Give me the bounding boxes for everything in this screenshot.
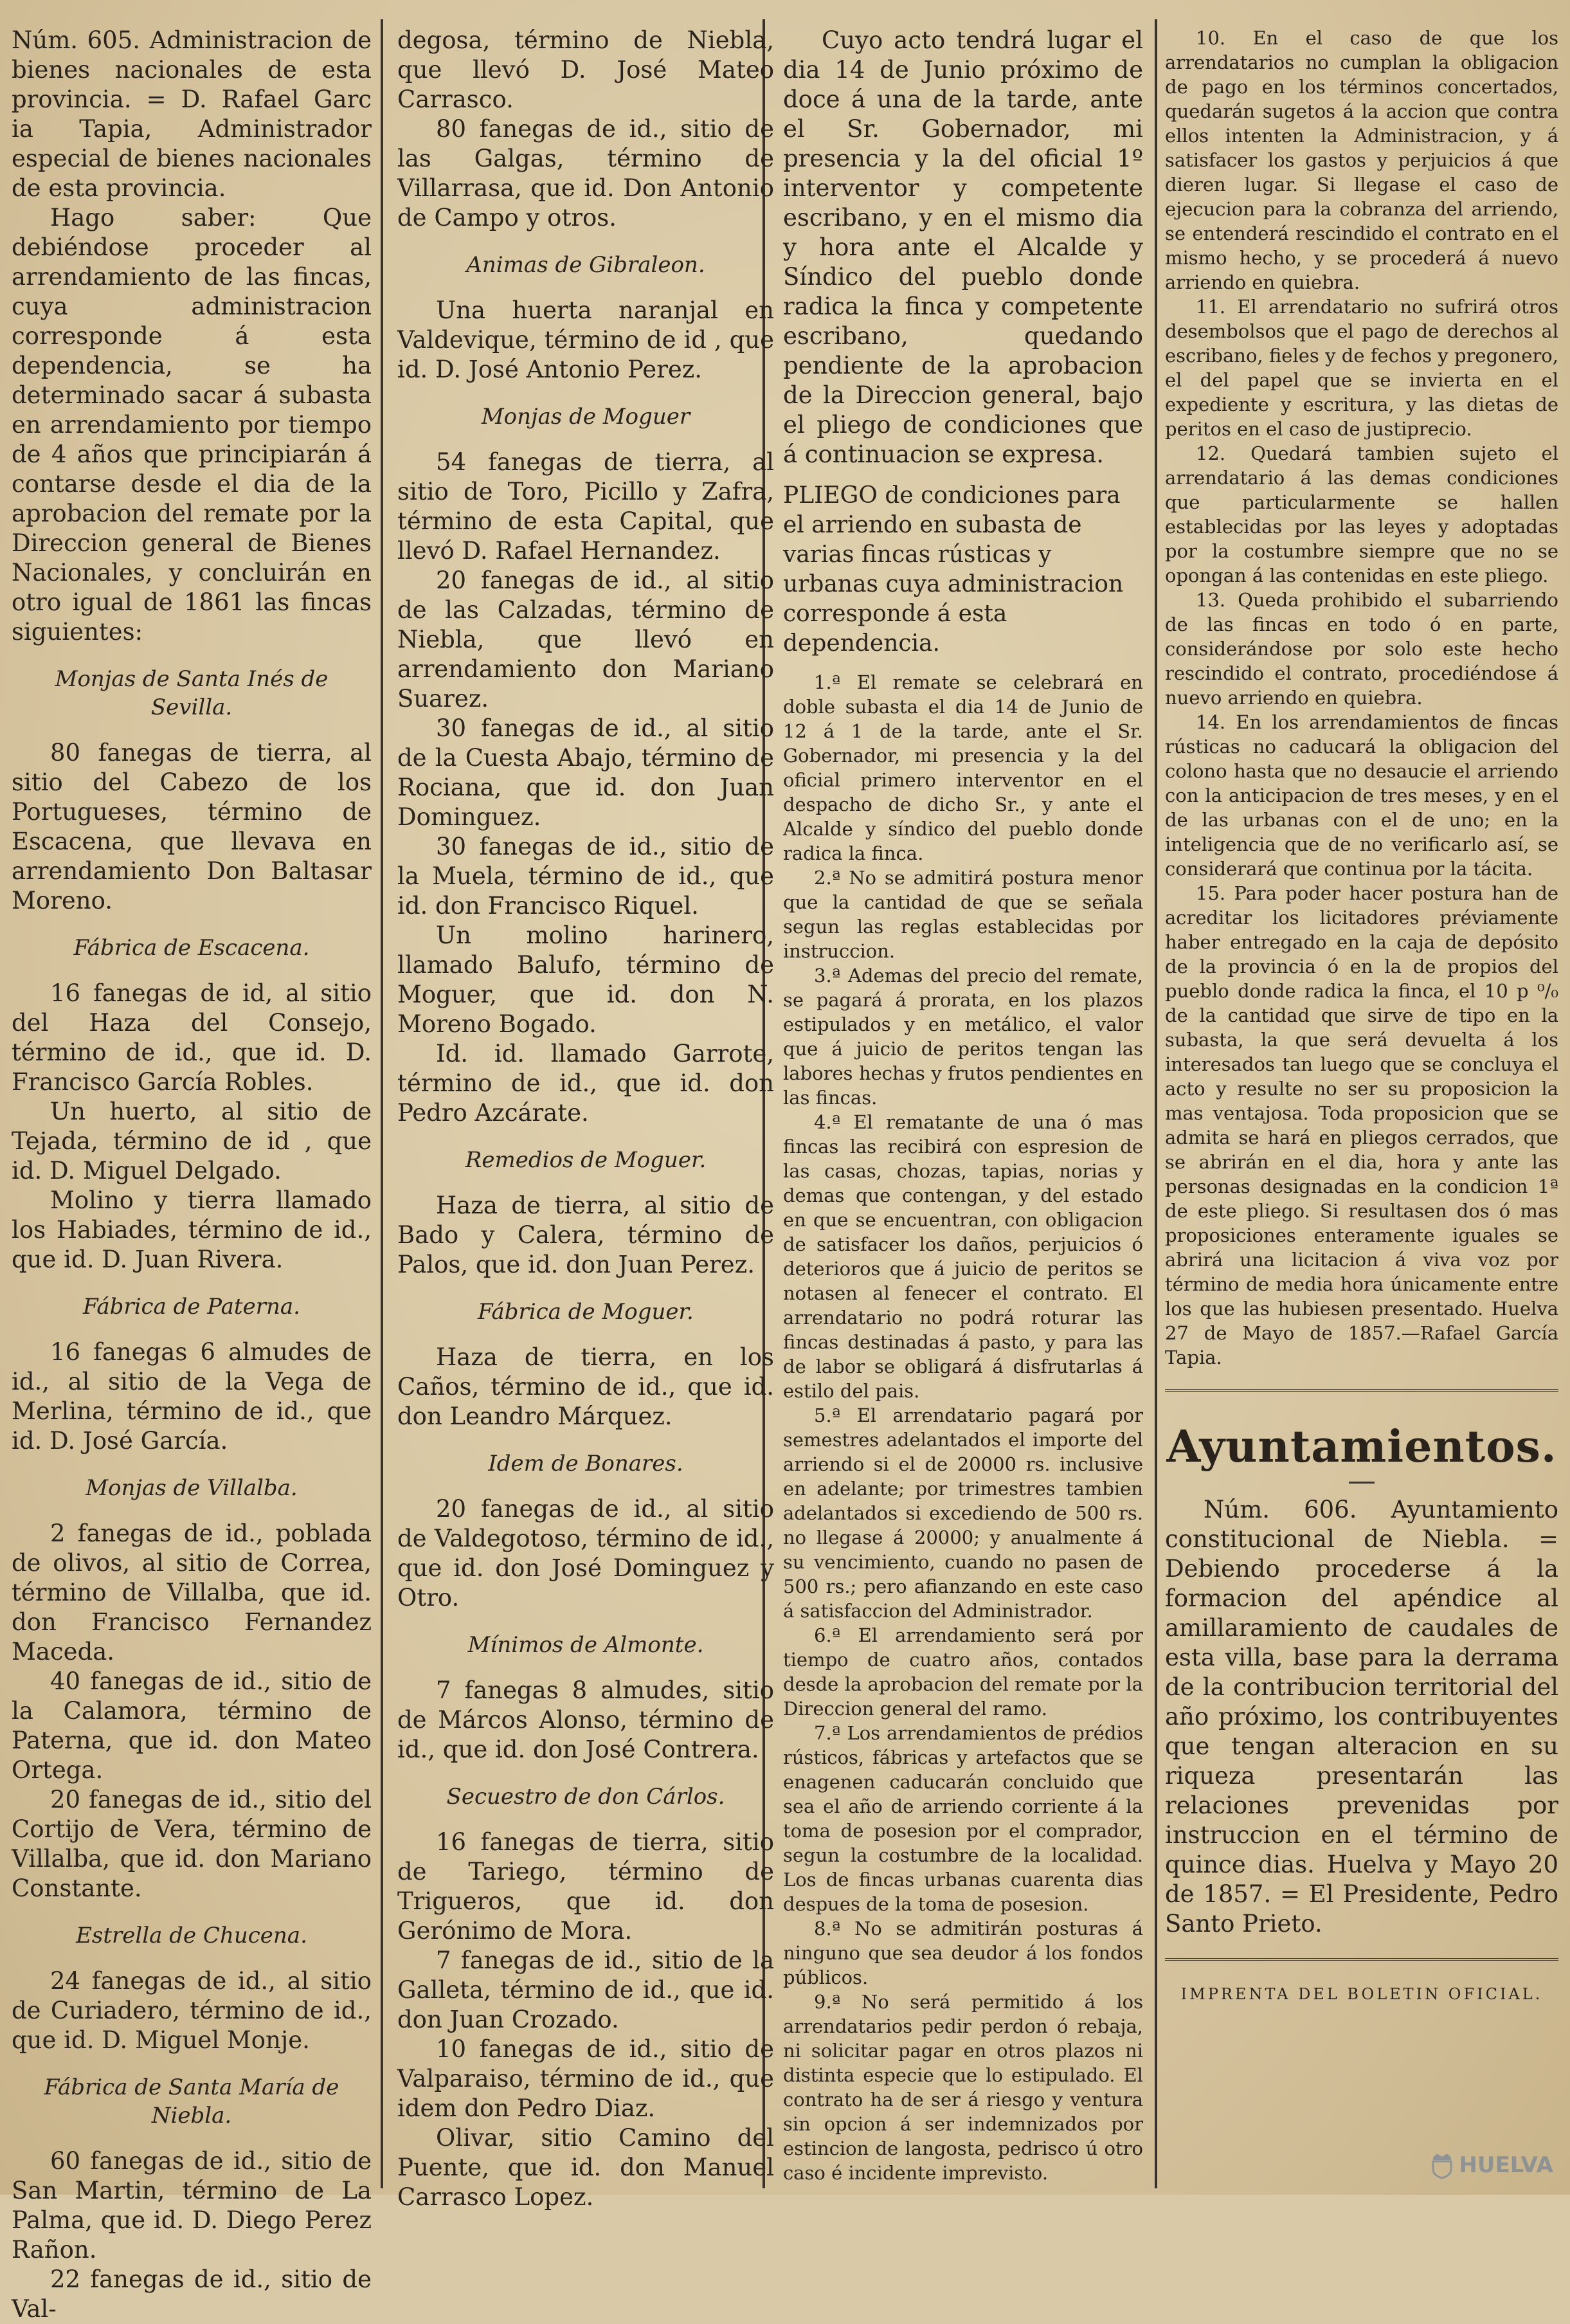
paragraph: Olivar, sitio Camino del Puente, que id. don Manuel Carrasco Lopez. (397, 2124, 774, 2211)
section-heading: Fábrica de Santa María de Niebla. (44, 2074, 339, 2129)
column-2 (397, 26, 774, 2211)
paragraph: 20 fanegas de id., al sitio de las Calzadas, término de Niebla, que llevó en arrendamiento don Mariano Suarez. (397, 567, 774, 713)
paragraph: Un huerto, al sitio de Tejada, término de id , que id. D. Miguel Delgado. (12, 1098, 372, 1185)
crown-shield-icon (1429, 2151, 1455, 2179)
section-heading: Idem de Bonares. (488, 1451, 683, 1476)
section-heading: Monjas de Moguer (481, 404, 690, 430)
condition-paragraph: 5.ª El arrendatario pagará por semestres adelantados el importe del arriendo si el de 20000 rs. inclusive en adelante; por trimestres tambien adelantados si excediendo de 500 rs. no llegase á 20000; y anualmente á su vencimiento, cuando no pasen de 500 rs.; pero afianzando en este caso á satisfaccion del Administrador. (783, 1404, 1143, 1622)
paragraph: 30 fanegas de id., al sitio de la Cuesta Abajo, término de Rociana, que id. don Juan Dominguez. (397, 714, 774, 831)
section-heading: Fábrica de Escacena. (73, 935, 310, 961)
condition-paragraph: 10. En el caso de que los arrendatarios no cumplan la obligacion de pago en los términos concertados, quedarán sugetos á la accion que contra ellos intenten la Administracion, y á satisfacer los gastos y perjuicios á que dieren lugar. Si llegase el caso de ejecucion para la cobranza del arriendo, se entenderá rescindido el contrato en el mismo hecho, y se procederá á nuevo arriendo en quiebra. (1165, 27, 1558, 293)
section-heading: Animas de Gibraleon. (466, 252, 705, 278)
condition-paragraph: 7.ª Los arrendamientos de prédios rústicos, fábricas y artefactos que se enagenen caducarán concluido que sea el año de arriendo corriente á la toma de posesion por el comprador, segun la costumbre de la localidad. Los de fincas urbanas cuarenta dias despues de la toma de posesion. (783, 1722, 1143, 1915)
condition-paragraph: 3.ª Ademas del precio del remate, se pagará á prorata, en los plazos estipulados y en metálico, el valor que á juicio de peritos tengan las labores hechas y frutos pendientes en las fincas. (783, 965, 1143, 1109)
paragraph: 22 fanegas de id., sitio de Val- (12, 2265, 372, 2323)
condition-paragraph: 15. Para poder hacer postura han de acreditar los licitadores préviamente haber entregado en la caja de depósito de la provincia ó en la de propios del pueblo donde radica la finca, el 10 p ⁰/₀ de la cantidad que sirve de tipo en la subasta, la que será devuelta á los interesados tan luego que se concluya el acto y resulte no ser su proposicion la mas ventajosa. Toda proposicion que se admita se hará en pliegos cerrados, que se abrirán en el dia, hora y ante las personas designadas en la condicion 1ª de este pliego. Si resultasen dos ó mas proposiciones enteramente iguales se abrirá una licitacion á viva voz por término de media hora únicamente entre los que las hubiesen presentado. Huelva 27 de Mayo de 1857.—Rafael García Tapia. (1165, 882, 1558, 1368)
paragraph: Núm. 605. Administracion de bienes nacionales de esta provincia. = D. Rafael Garc ia Tapia, Administrador especial de bienes nacionales de esta provincia. (12, 26, 372, 202)
paragraph: Cuyo acto tendrá lugar el dia 14 de Junio próximo de doce á una de la tarde, ante el Sr. Gobernador, mi presencia y la del oficial 1º interventor y competente escribano, y en el mismo dia y hora ante el Alcalde y Síndico del pueblo donde radica la finca y competente escribano, quedando pendiente de la aprobacion de la Direccion general, bajo el pliego de condiciones que á continuacion se expresa. (783, 26, 1143, 468)
section-heading: Secuestro de don Cárlos. (446, 1784, 725, 1810)
paragraph: 16 fanegas 6 almudes de id., al sitio de la Vega de Merlina, término de id., que id. D. José García. (12, 1338, 372, 1455)
column-3 (783, 26, 1143, 2182)
paragraph: 16 fanegas de id, al sitio del Haza del Consejo, término de id., que id. D. Francisco García Robles. (12, 979, 372, 1096)
paragraph: Haza de tierra, al sitio de Bado y Calera, término de Palos, que id. don Juan Perez. (397, 1192, 774, 1278)
paragraph: 60 fanegas de id., sitio de San Martin, término de La Palma, que id. D. Diego Perez Rañon. (12, 2147, 372, 2264)
paragraph: 54 fanegas de tierra, al sitio de Toro, Picillo y Zafra, término de esta Capital, que llevó D. Rafael Hernandez. (397, 448, 774, 565)
column-4 (1165, 26, 1558, 2182)
paragraph: Molino y tierra llamado los Habiades, término de id., que id. D. Juan Rivera. (12, 1186, 372, 1273)
section-heading: Monjas de Villalba. (86, 1475, 298, 1501)
section-heading: Fábrica de Moguer. (478, 1299, 694, 1325)
condition-paragraph: 11. El arrendatario no sufrirá otros desembolsos que el pago de derechos al escribano, fieles y de fechos y pregonero, el del papel que se invierta en el expediente y escritura, y las dietas de peritos en el caso de justiprecio. (1165, 296, 1558, 440)
condition-paragraph: 4.ª El rematante de una ó mas fincas las recibirá con espresion de las casas, chozas, tapias, norias y demas que contengan, y del estado en que se encuentran, con obligacion de satisfacer los daños, perjuicios ó deterioros que á juicio de peritos se notasen al fenecer el contrato. El arrendatario no podrá roturar las fincas destinadas á pasto, y para las de labor se obligará á disfrutarlas á estilo del pais. (783, 1111, 1143, 1402)
column-rule (381, 19, 383, 2188)
section-heading: Monjas de Santa Inés de Sevilla. (55, 666, 329, 720)
section-heading: Estrella de Chucena. (76, 1923, 307, 1948)
paragraph: 16 fanegas de tierra, sitio de Tariego, término de Trigueros, que id. don Gerónimo de Mora. (397, 1828, 774, 1945)
paragraph: 24 fanegas de id., al sitio de Curiadero, término de id., que id. D. Miguel Monje. (12, 1967, 372, 2054)
paragraph: 80 fanegas de tierra, al sitio del Cabezo de los Portugueses, término de Escacena, que llevava en arrendamiento Don Baltasar Moreno. (12, 739, 372, 914)
condition-paragraph: 1.ª El remate se celebrará en doble subasta el dia 14 de Junio de 12 á 1 de la tarde, ante el Sr. Gobernador, mi presencia y la del oficial primero interventor en el despacho de dicho Sr., y ante el Alcalde y síndico del pueblo donde radica la finca. (783, 671, 1143, 864)
paragraph: 40 fanegas de id., sitio de la Calamora, término de Paterna, que id. don Mateo Ortega. (12, 1667, 372, 1784)
condition-paragraph: 6.ª El arrendamiento será por tiempo de cuatro años, contados desde la aprobacion del remate por la Direccion general del ramo. (783, 1624, 1143, 1720)
watermark-text: HUELVA (1459, 2152, 1553, 2178)
section-heading: Remedios de Moguer. (465, 1147, 707, 1173)
paragraph: Una huerta naranjal en Valdevique, término de id , que id. D. José Antonio Perez. (397, 296, 774, 383)
condition-paragraph: 8.ª No se admitirán posturas á ninguno que sea deudor á los fondos públicos. (783, 1918, 1143, 1988)
condition-paragraph: 12. Quedará tambien sujeto el arrendatario á las demas condiciones que particularmente se hallen establecidas por las leyes y adoptadas por la costumbre siempre que no se opongan á las contenidas en este pliego. (1165, 442, 1558, 586)
paragraph: Id. id. llamado Garrote, término de id., que id. don Pedro Azcárate. (397, 1040, 774, 1127)
paragraph: Hago saber: Que debiéndose proceder al arrendamiento de las fincas, cuya administracion corresponde á esta dependencia, se ha determinado sacar á subasta en arrendamiento por tiempo de 4 años que principiarán á contarse desde el dia de la aprobacion del remate por la Direccion general de Bienes Nacionales, y concluirán en otro igual de 1861 las fincas siguientes: (12, 204, 372, 646)
watermark-logo (1429, 2151, 1553, 2179)
paragraph: 80 fanegas de id., sitio de las Galgas, término de Villarrasa, que id. Don Antonio de Campo y otros. (397, 115, 774, 231)
condition-paragraph: 13. Queda prohibido el subarriendo de las fincas en todo ó en parte, considerándose por solo este hecho rescindido el contrato, procediéndose á nuevo arriendo en quiebra. (1165, 589, 1558, 709)
section-heading: Mínimos de Almonte. (467, 1632, 704, 1658)
condition-paragraph: 14. En los arrendamientos de fincas rústicas no caducará la obligacion del colono hasta que no desaucie el arriendo con la anticipacion de tres meses, y en el de las urbanas con el de uno; en la inteligencia que de no verificarlo así, se considerará que continua por la tácita. (1165, 711, 1558, 880)
paragraph: 7 fanegas 8 almudes, sitio de Márcos Alonso, término de id., que id. don José Contrera. (397, 1676, 774, 1763)
printer-imprint: IMPRENTA DEL BOLETIN OFICIAL. (1180, 1985, 1543, 2003)
section-title: Ayuntamientos. (1166, 1421, 1557, 1473)
short-dash (1349, 1482, 1375, 1484)
separator-rule (1165, 1958, 1558, 1965)
column-rule (1155, 19, 1157, 2188)
paragraph: 20 fanegas de id., sitio del Cortijo de Vera, término de Villalba, que id. don Mariano Constante. (12, 1786, 372, 1902)
paragraph: Haza de tierra, en los Caños, término de id., que id. don Leandro Márquez. (397, 1343, 774, 1430)
paragraph: Un molino harinero, llamado Balufo, término de Moguer, que id. don N. Moreno Bogado. (397, 921, 774, 1038)
paragraph: 7 fanegas de id., sitio de la Galleta, término de id., que id. don Juan Crozado. (397, 1947, 774, 2033)
condition-paragraph: 2.ª No se admitirá postura menor que la cantidad de que se señala segun las reglas establecidas por instruccion. (783, 867, 1143, 962)
pliego-heading: PLIEGO de condiciones para el arriendo en subasta de varias fincas rústicas y urbanas cuya administracion corresponde á esta dependencia. (783, 482, 1124, 657)
paragraph: 30 fanegas de id., sitio de la Muela, término de id., que id. don Francisco Riquel. (397, 833, 774, 920)
paragraph: 10 fanegas de id., sitio de Valparaiso, término de id., que idem don Pedro Diaz. (397, 2035, 774, 2122)
paragraph: 2 fanegas de id., poblada de olivos, al sitio de Correa, término de Villalba, que id. don Francisco Fernandez Maceda. (12, 1520, 372, 1666)
section-heading: Fábrica de Paterna. (83, 1294, 300, 1320)
separator-rule (1165, 1389, 1558, 1395)
condition-paragraph: 9.ª No será permitido á los arrendatarios pedir perdon ó rebaja, ni solicitar pagar en otros plazos ni distinta especie que lo estipulado. El contrato ha de ser á riesgo y ventura sin opcion á ser indemnizados por estincion de langosta, pedrisco ú otro caso é incidente imprevisto. (783, 1991, 1143, 2184)
paragraph: Núm. 606. Ayuntamiento constitucional de Niebla. = Debiendo procederse á la formacion del apéndice al amillaramiento de caudales de esta villa, base para la derrama de la contribucion territorial del año próximo, los contribuyentes que tengan alteracion en su riqueza presentarán las relaciones prevenidas por instruccion en el término de quince dias. Huelva y Mayo 20 de 1857. = El Presidente, Pedro Santo Prieto. (1165, 1496, 1558, 1938)
paragraph: degosa, término de Niebla, que llevó D. José Mateo Carrasco. (397, 26, 774, 113)
column-1 (12, 26, 372, 2323)
paragraph: 20 fanegas de id., al sitio de Valdegotoso, término de id., que id. don José Dominguez y Otro. (397, 1495, 774, 1611)
